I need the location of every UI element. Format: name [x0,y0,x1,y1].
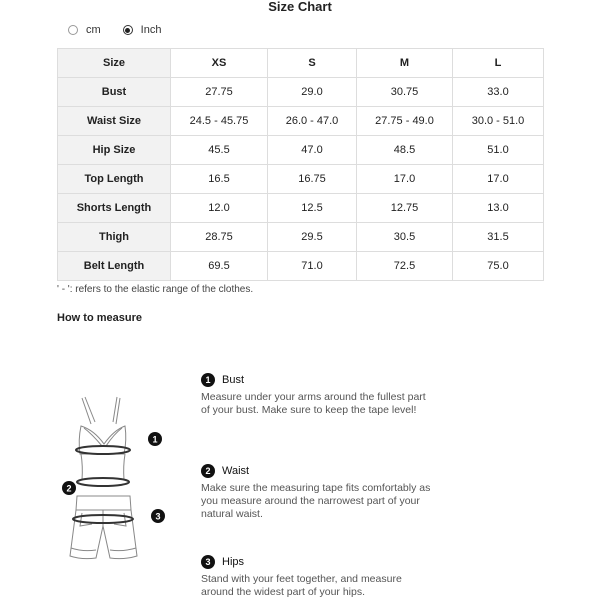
step-waist [201,464,431,521]
body-measure-illustration [58,388,173,578]
row-label: Belt Length [58,252,171,281]
cell: 16.75 [268,165,357,194]
cell: 48.5 [357,136,453,165]
page-title: Size Chart [268,0,332,14]
header-m: M [357,49,453,78]
step-number-icon: 3 [201,555,215,569]
row-label: Top Length [58,165,171,194]
step-description: Stand with your feet together, and measure around the widest part of your hips. [201,573,402,598]
unit-label-inch[interactable]: Inch [140,24,162,36]
cell: 51.0 [453,136,544,165]
unit-label-cm[interactable]: cm [86,24,101,36]
cell: 71.0 [268,252,357,281]
step-number-icon: 2 [201,464,215,478]
row-label: Waist Size [58,107,171,136]
how-to-measure-heading: How to measure [57,312,142,324]
cell: 12.5 [268,194,357,223]
table-row [58,223,544,252]
row-label: Shorts Length [58,194,171,223]
cell: 75.0 [453,252,544,281]
table-row [58,107,544,136]
header-l: L [453,49,544,78]
step-description: Measure under your arms around the fullest part of your bust. Make sure to keep the tape level! [201,391,426,416]
cell: 29.5 [268,223,357,252]
step-hips [201,555,431,599]
step-number-icon: 1 [201,373,215,387]
cell: 17.0 [453,165,544,194]
header-size: Size [58,49,171,78]
header-s: S [268,49,357,78]
size-table [57,48,544,281]
cell: 27.75 - 49.0 [357,107,453,136]
cell: 12.0 [171,194,268,223]
step-bust [201,373,431,417]
header-xs: XS [171,49,268,78]
cell: 72.5 [357,252,453,281]
elastic-range-note: ' - ': refers to the elastic range of the clothes. [57,284,254,295]
cell: 17.0 [357,165,453,194]
cell: 69.5 [171,252,268,281]
cell: 27.75 [171,78,268,107]
step-title: Hips [222,556,245,568]
unit-radio-cm[interactable] [68,25,78,35]
table-row [58,136,544,165]
cell: 31.5 [453,223,544,252]
table-row [58,165,544,194]
cell: 33.0 [453,78,544,107]
unit-selector [68,24,183,36]
waist-marker-number: 2 [66,483,72,494]
row-label: Hip Size [58,136,171,165]
row-label: Bust [58,78,171,107]
cell: 47.0 [268,136,357,165]
cell: 29.0 [268,78,357,107]
cell: 24.5 - 45.75 [171,107,268,136]
step-title: Bust [222,374,245,386]
cell: 16.5 [171,165,268,194]
bust-marker-number: 1 [152,434,158,445]
cell: 12.75 [357,194,453,223]
cell: 30.5 [357,223,453,252]
step-title: Waist [222,465,250,477]
cell: 45.5 [171,136,268,165]
table-header-row [58,49,544,78]
unit-radio-inch[interactable] [123,25,133,35]
table-row [58,78,544,107]
hips-marker-number: 3 [155,511,161,522]
cell: 26.0 - 47.0 [268,107,357,136]
row-label: Thigh [58,223,171,252]
table-row [58,194,544,223]
cell: 28.75 [171,223,268,252]
cell: 13.0 [453,194,544,223]
cell: 30.75 [357,78,453,107]
step-description: Make sure the measuring tape fits comfortably as you measure around the narrowest part of your natural waist. [201,482,431,520]
table-row [58,252,544,281]
cell: 30.0 - 51.0 [453,107,544,136]
